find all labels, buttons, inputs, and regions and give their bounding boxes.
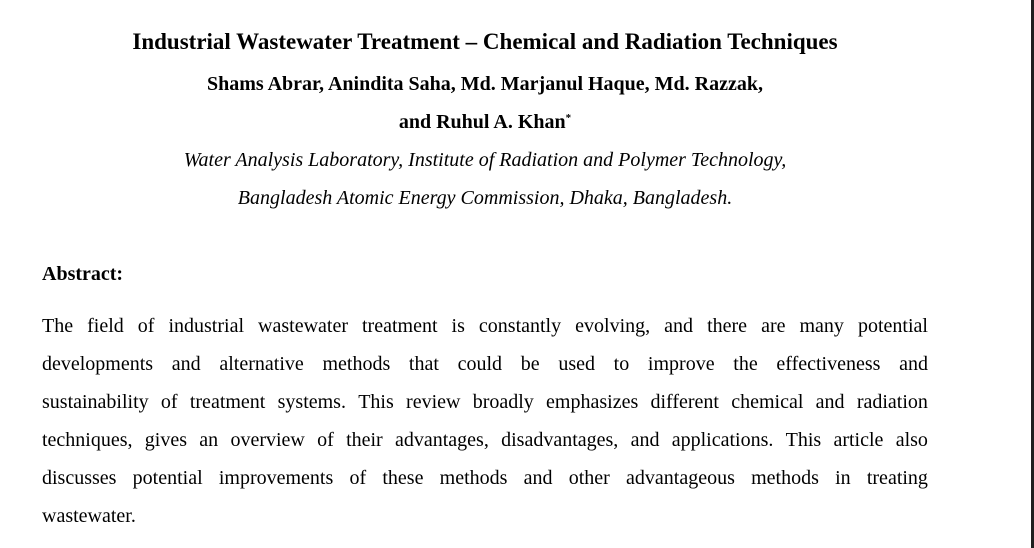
abstract-word: discusses — [42, 467, 117, 489]
abstract-word: gives — [144, 429, 188, 451]
abstract-word: could — [457, 353, 503, 375]
abstract-line — [42, 502, 928, 540]
abstract-word: used — [558, 353, 595, 375]
abstract-word: different — [650, 391, 719, 413]
abstract-word: The — [42, 315, 74, 337]
abstract-word: and — [664, 315, 694, 337]
abstract-word: advantageous — [626, 467, 735, 489]
abstract-word: potential — [132, 467, 203, 489]
abstract-word: overview — [230, 429, 305, 451]
abstract-word: in — [835, 467, 851, 489]
abstract-word: other — [568, 467, 610, 489]
abstract-word: and — [815, 391, 845, 413]
abstract-word: wastewater. — [42, 505, 136, 527]
abstract-word: and — [523, 467, 553, 489]
abstract-word: is — [451, 315, 465, 337]
abstract-word: of — [137, 315, 155, 337]
abstract-line — [42, 426, 928, 464]
abstract-word: systems. — [277, 391, 346, 413]
abstract-word: This — [785, 429, 822, 451]
abstract-word: applications. — [671, 429, 774, 451]
abstract-word: review — [406, 391, 461, 413]
abstract-word: their — [346, 429, 383, 451]
abstract-word: emphasizes — [546, 391, 639, 413]
authors-line-2-text: and Ruhul A. Khan — [398, 111, 566, 133]
abstract-line — [42, 388, 928, 426]
abstract-word: to — [613, 353, 630, 375]
abstract-word: methods — [439, 467, 508, 489]
authors-line-2 — [0, 110, 970, 134]
abstract-word: of — [349, 467, 367, 489]
abstract-word: that — [408, 353, 439, 375]
affiliation-line-1: Water Analysis Laboratory, Institute of Radiation and Polymer Technology, — [183, 149, 787, 171]
abstract-word: methods — [751, 467, 819, 489]
abstract-word: advantages, — [394, 429, 489, 451]
abstract-word: improve — [647, 353, 715, 375]
abstract-word: and — [630, 429, 660, 451]
abstract-word: effectiveness — [776, 353, 881, 375]
abstract-word: methods — [322, 353, 391, 375]
abstract-heading: Abstract: — [42, 263, 124, 285]
abstract-word: treatment — [189, 391, 266, 413]
abstract-word: industrial — [168, 315, 245, 337]
abstract-word: of — [317, 429, 334, 451]
abstract-word: sustainability — [42, 391, 149, 413]
abstract-word: treating — [866, 467, 928, 489]
authors-line-1: Shams Abrar, Anindita Saha, Md. Marjanul Haque, Md. Razzak, — [206, 73, 763, 95]
abstract-word: developments — [42, 353, 154, 375]
abstract-word: and — [899, 353, 928, 375]
abstract-word: and — [171, 353, 201, 375]
abstract-line — [42, 464, 928, 502]
abstract-word: potential — [857, 315, 928, 337]
abstract-word: improvements — [218, 467, 334, 489]
abstract-word: many — [799, 315, 844, 337]
abstract-word: an — [199, 429, 219, 451]
abstract-word: radiation — [856, 391, 928, 413]
corresponding-author-mark: * — [565, 112, 572, 124]
abstract-word: This — [358, 391, 394, 413]
paper-title: Industrial Wastewater Treatment – Chemical and Radiation Techniques — [132, 29, 838, 54]
abstract-word: there — [707, 315, 748, 337]
abstract-word: wastewater — [258, 315, 348, 337]
abstract-word: broadly — [472, 391, 534, 413]
abstract-word: evolving, — [575, 315, 651, 337]
abstract-word: techniques, — [42, 429, 133, 451]
abstract-word: article — [833, 429, 884, 451]
abstract-word: disadvantages, — [501, 429, 619, 451]
abstract-word: constantly — [478, 315, 562, 337]
abstract-word: treatment — [362, 315, 438, 337]
abstract-word: field — [87, 315, 124, 337]
abstract-word: chemical — [731, 391, 804, 413]
affiliation-line-2: Bangladesh Atomic Energy Commission, Dhaka, Bangladesh. — [237, 187, 733, 209]
abstract-line — [42, 350, 928, 388]
abstract-word: these — [382, 467, 424, 489]
abstract-word: of — [160, 391, 178, 413]
abstract-body — [42, 312, 928, 540]
abstract-word: be — [520, 353, 540, 375]
abstract-word: are — [761, 315, 786, 337]
abstract-word: alternative — [219, 353, 304, 375]
abstract-word: the — [733, 353, 758, 375]
abstract-line — [42, 312, 928, 350]
abstract-word: also — [895, 429, 928, 451]
